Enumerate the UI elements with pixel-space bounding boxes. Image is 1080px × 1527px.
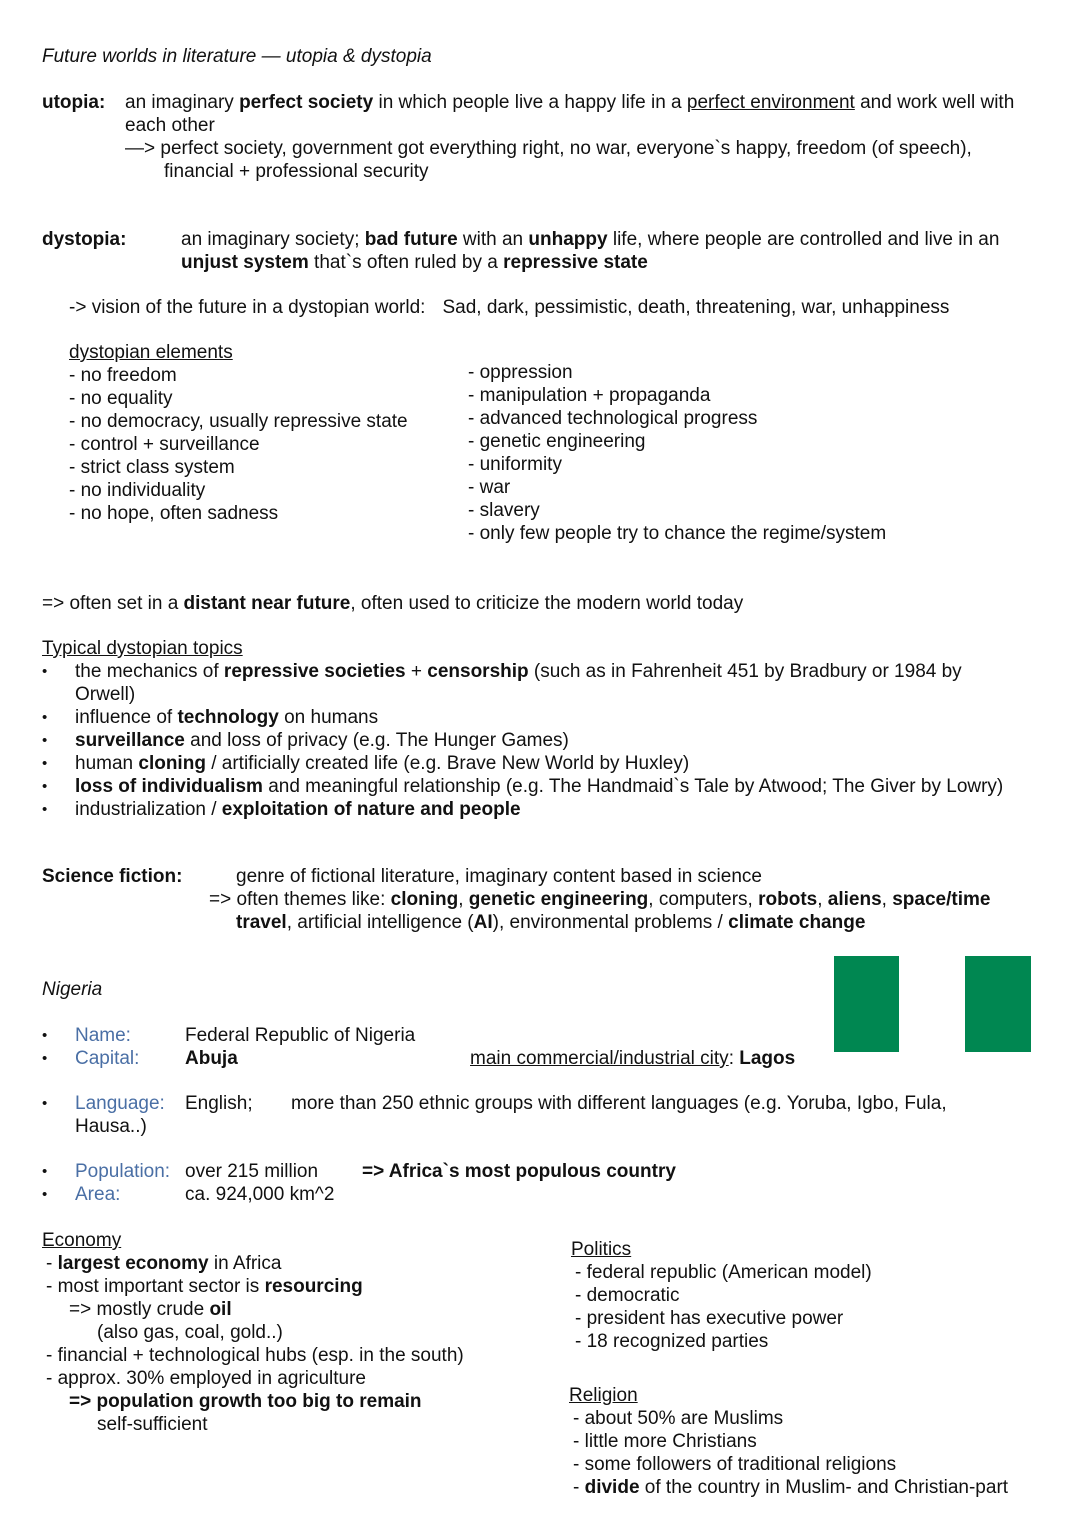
flag-stripe-right [965,956,1031,1052]
list-item: • Population: over 215 million => Africa`s most populous country [42,1160,676,1183]
list-item: - largest economy in Africa [46,1253,282,1274]
list-item: - control + surveillance [69,434,260,455]
list-item: - about 50% are Muslims [573,1408,784,1429]
elements-heading: dystopian elements [69,342,233,363]
commercial-city: main commercial/industrial city: Lagos [470,1048,796,1069]
elements-right-list [468,361,886,545]
nigeria-heading: Nigeria [42,979,103,1000]
list-item: • Language: English; more than 250 ethnic groups with different languages (e.g. Yoruba, Igbo, Fula, Hausa..) [42,1092,1042,1138]
list-item: self-sufficient [97,1414,208,1435]
list-item: - no hope, often sadness [69,503,279,524]
list-item: => mostly crude oil [69,1299,232,1320]
dystopia-vision: -> vision of the future in a dystopian world: Sad, dark, pessimistic, death, threatening, war, unhappiness [69,297,950,318]
list-item: • surveillance and loss of privacy (e.g. The Hunger Games) [42,729,1052,752]
list-item: - no freedom [69,365,177,386]
nigeria-language [42,1092,1042,1138]
scifi-definition: genre of fictional literature, imaginary content based in science => often themes like: cloning, genetic engineering, computers, robots, aliens, space/time travel, artificial intelligence (AI), environmental problems / climate change [209,866,991,933]
elements-left-list [69,364,408,525]
utopia-term: utopia: [42,92,106,113]
dystopia-definition: an imaginary society; bad future with an unhappy life, where people are controlled and live in an unjust system that`s often ruled by a repressive state [181,229,1000,273]
religion-section [569,1384,1008,1499]
list-item: • industrialization / exploitation of nature and people [42,798,1052,821]
list-item: • human cloning / artificially created life (e.g. Brave New World by Huxley) [42,752,1052,775]
list-item: - strict class system [69,457,235,478]
list-item: - no equality [69,388,173,409]
list-item: - advanced technological progress [468,408,758,429]
list-item: - uniformity [468,454,562,475]
list-item: - financial + technological hubs (esp. in the south) [46,1345,464,1366]
list-item: - war [468,477,511,498]
list-item: - approx. 30% employed in agriculture [46,1368,367,1389]
nigeria-facts-top [42,1024,415,1070]
list-item: - president has executive power [575,1308,844,1329]
list-item: • Capital: Abuja [42,1047,415,1070]
economy-section [42,1229,464,1436]
list-item: - divide of the country in Muslim- and Christian-part [573,1477,1009,1498]
topics-heading: Typical dystopian topics [42,638,243,659]
politics-section [571,1238,872,1353]
list-item: • Area: ca. 924,000 km^2 [42,1183,676,1206]
list-item: - slavery [468,500,540,521]
list-item: - little more Christians [573,1431,757,1452]
economy-heading: Economy [42,1230,122,1251]
list-item: - only few people try to chance the regime/system [468,523,887,544]
list-item: - democratic [575,1285,680,1306]
list-item: - some followers of traditional religions [573,1454,897,1475]
list-item: • influence of technology on humans [42,706,1052,729]
list-item: - oppression [468,362,573,383]
list-item: - no individuality [69,480,206,501]
topics-list [42,660,1052,821]
list-item: • Name: Federal Republic of Nigeria [42,1024,415,1047]
politics-heading: Politics [571,1239,632,1260]
list-item: • loss of individualism and meaningful relationship (e.g. The Handmaid`s Tale by Atwood; The Giver by Lowry) [42,775,1052,798]
flag-stripe-left [834,956,899,1052]
scifi-term: Science fiction: [42,866,183,887]
list-item: => population growth too big to remain [69,1391,422,1412]
list-item: - federal republic (American model) [575,1262,872,1283]
setting-note: => often set in a distant near future, often used to criticize the modern world today [42,593,744,614]
list-item: (also gas, coal, gold..) [97,1322,283,1343]
page-title: Future worlds in literature — utopia & dystopia [42,46,432,67]
religion-heading: Religion [569,1385,638,1406]
utopia-definition: an imaginary perfect society in which people live a happy life in a perfect environment and work well with each other —> perfect society, government got everything right, no war, everyone`s happy, freedom (of speech), financial + professional security [125,92,1015,182]
list-item: - most important sector is resourcing [46,1276,363,1297]
list-item: - manipulation + propaganda [468,385,711,406]
nigeria-facts-bottom [42,1160,676,1206]
list-item: - genetic engineering [468,431,646,452]
dystopia-term: dystopia: [42,229,127,250]
list-item: • the mechanics of repressive societies + censorship (such as in Fahrenheit 451 by Bradbury or 1984 by Orwell) [42,660,1052,706]
list-item: - no democracy, usually repressive state [69,411,408,432]
list-item: - 18 recognized parties [575,1331,769,1352]
